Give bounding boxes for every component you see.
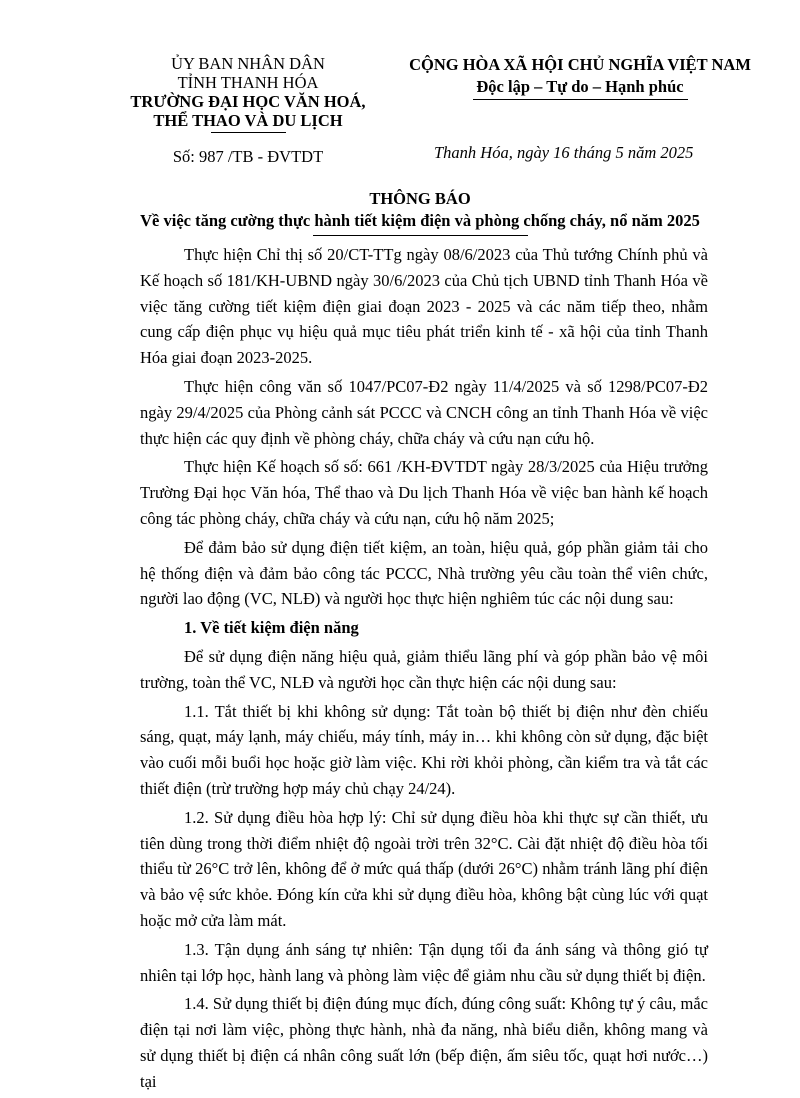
paragraph-preamble-4: Để đảm bảo sử dụng điện tiết kiệm, an toàn, hiệu quả, góp phần giảm tải cho hệ thống điện và đảm bảo công tác PCCC, Nhà trường yêu cầu toàn thể viên chức, người lao động (VC, NLĐ) và người học thực hiện nghiêm túc các nội dung sau:	[140, 537, 708, 609]
motto-underline	[473, 99, 688, 100]
document-title-block	[60, 188, 780, 236]
issuing-agency	[128, 54, 368, 166]
agency-line-1: ỦY BAN NHÂN DÂN	[171, 54, 325, 73]
section-1-item-4: 1.4. Sử dụng thiết bị điện đúng mục đích, đúng công suất: Không tự ý câu, mắc điện tại nơi làm việc, phòng thực hành, nhà đa năng, nhà biểu diễn, không mang và sử dụng thiết bị điện cá nhân công suất lớn (bếp điện, ấm siêu tốc, quạt hơi nước…) tại	[140, 994, 708, 1091]
document-subtitle: Về việc tăng cường thực hành tiết kiệm điện và phòng chống cháy, nổ năm 2025	[140, 211, 700, 230]
document-body	[140, 242, 708, 1098]
section-1-item-1: 1.1. Tắt thiết bị khi không sử dụng: Tắt toàn bộ thiết bị điện như đèn chiếu sáng, quạt, máy lạnh, máy chiếu, máy tính, máy in… khi không còn sử dụng, đặc biệt vào cuối mỗi buổi học hoặc giờ làm việc. Khi rời khỏi phòng, cần kiểm tra và tắt các thiết điện (trừ trường hợp máy chủ chạy 24/24).	[140, 701, 708, 798]
title-underline	[313, 235, 528, 236]
national-motto	[390, 54, 770, 100]
agency-line-3: TRƯỜNG ĐẠI HỌC VĂN HOÁ,	[130, 92, 366, 111]
issue-date: Thanh Hóa, ngày 16 tháng 5 năm 2025	[434, 143, 694, 162]
section-1-item-2: 1.2. Sử dụng điều hòa hợp lý: Chỉ sử dụng điều hòa khi thực sự cần thiết, ưu tiên dùng trong thời điểm nhiệt độ ngoài trời trên 32°C. Cài đặt nhiệt độ điều hòa tối thiểu từ 26°C trở lên, không để ở mức quá thấp (dưới 26°C) nhằm tránh lãng phí điện và bảo vệ sức khỏe. Đóng kín cửa khi sử dụng điều hòa, không bật cùng lúc với quạt hoặc mở cửa làm mát.	[140, 807, 708, 930]
paragraph-preamble-2: Thực hiện công văn số 1047/PC07-Đ2 ngày 11/4/2025 và số 1298/PC07-Đ2 ngày 29/4/2025 của Phòng cảnh sát PCCC và CNCH công an tỉnh Thanh Hóa về việc thực hiện các quy định về phòng cháy, chữa cháy và cứu nạn cứu hộ.	[140, 376, 708, 448]
paragraph-preamble-3: Thực hiện Kế hoạch số số: 661 /KH-ĐVTDT ngày 28/3/2025 của Hiệu trưởng Trường Đại học Văn hóa, Thể thao và Du lịch Thanh Hóa về việc ban hành kế hoạch công tác phòng cháy, chữa cháy và cứu nạn, cứu hộ năm 2025;	[140, 457, 708, 528]
motto: Độc lập – Tự do – Hạnh phúc	[476, 77, 684, 96]
document-title: THÔNG BÁO	[369, 189, 471, 208]
agency-line-2: TỈNH THANH HÓA	[177, 73, 319, 92]
paragraph-preamble-1: Thực hiện Chỉ thị số 20/CT-TTg ngày 08/6/2023 của Thủ tướng Chính phủ và Kế hoạch số 181/KH-UBND ngày 30/6/2023 của Chủ tịch UBND tỉnh Thanh Hóa về việc tăng cường tiết kiệm điện giai đoạn 2023 - 2025 và các năm tiếp theo, nhằm cung cấp điện phục vụ hiệu quả mục tiêu phát triển kinh tế - xã hội của tỉnh Thanh Hóa giai đoạn 2023-2025.	[140, 245, 708, 368]
section-1-heading: 1. Về tiết kiệm điện năng	[184, 618, 359, 638]
section-1-intro: Để sử dụng điện năng hiệu quả, giảm thiểu lãng phí và góp phần bảo vệ môi trường, toàn thể VC, NLĐ và người học cần thực hiện các nội dung sau:	[140, 646, 708, 692]
section-1-item-3: 1.3. Tận dụng ánh sáng tự nhiên: Tận dụng tối đa ánh sáng và thông gió tự nhiên tại lớp học, hành lang và phòng làm việc để giảm nhu cầu sử dụng thiết bị điện.	[140, 939, 708, 985]
document-number: Số: 987 /TB - ĐVTDT	[172, 147, 324, 166]
country-name: CỘNG HÒA XÃ HỘI CHỦ NGHĨA VIỆT NAM	[409, 55, 751, 74]
agency-underline	[211, 132, 286, 133]
agency-line-4: THỂ THAO VÀ DU LỊCH	[153, 111, 343, 130]
